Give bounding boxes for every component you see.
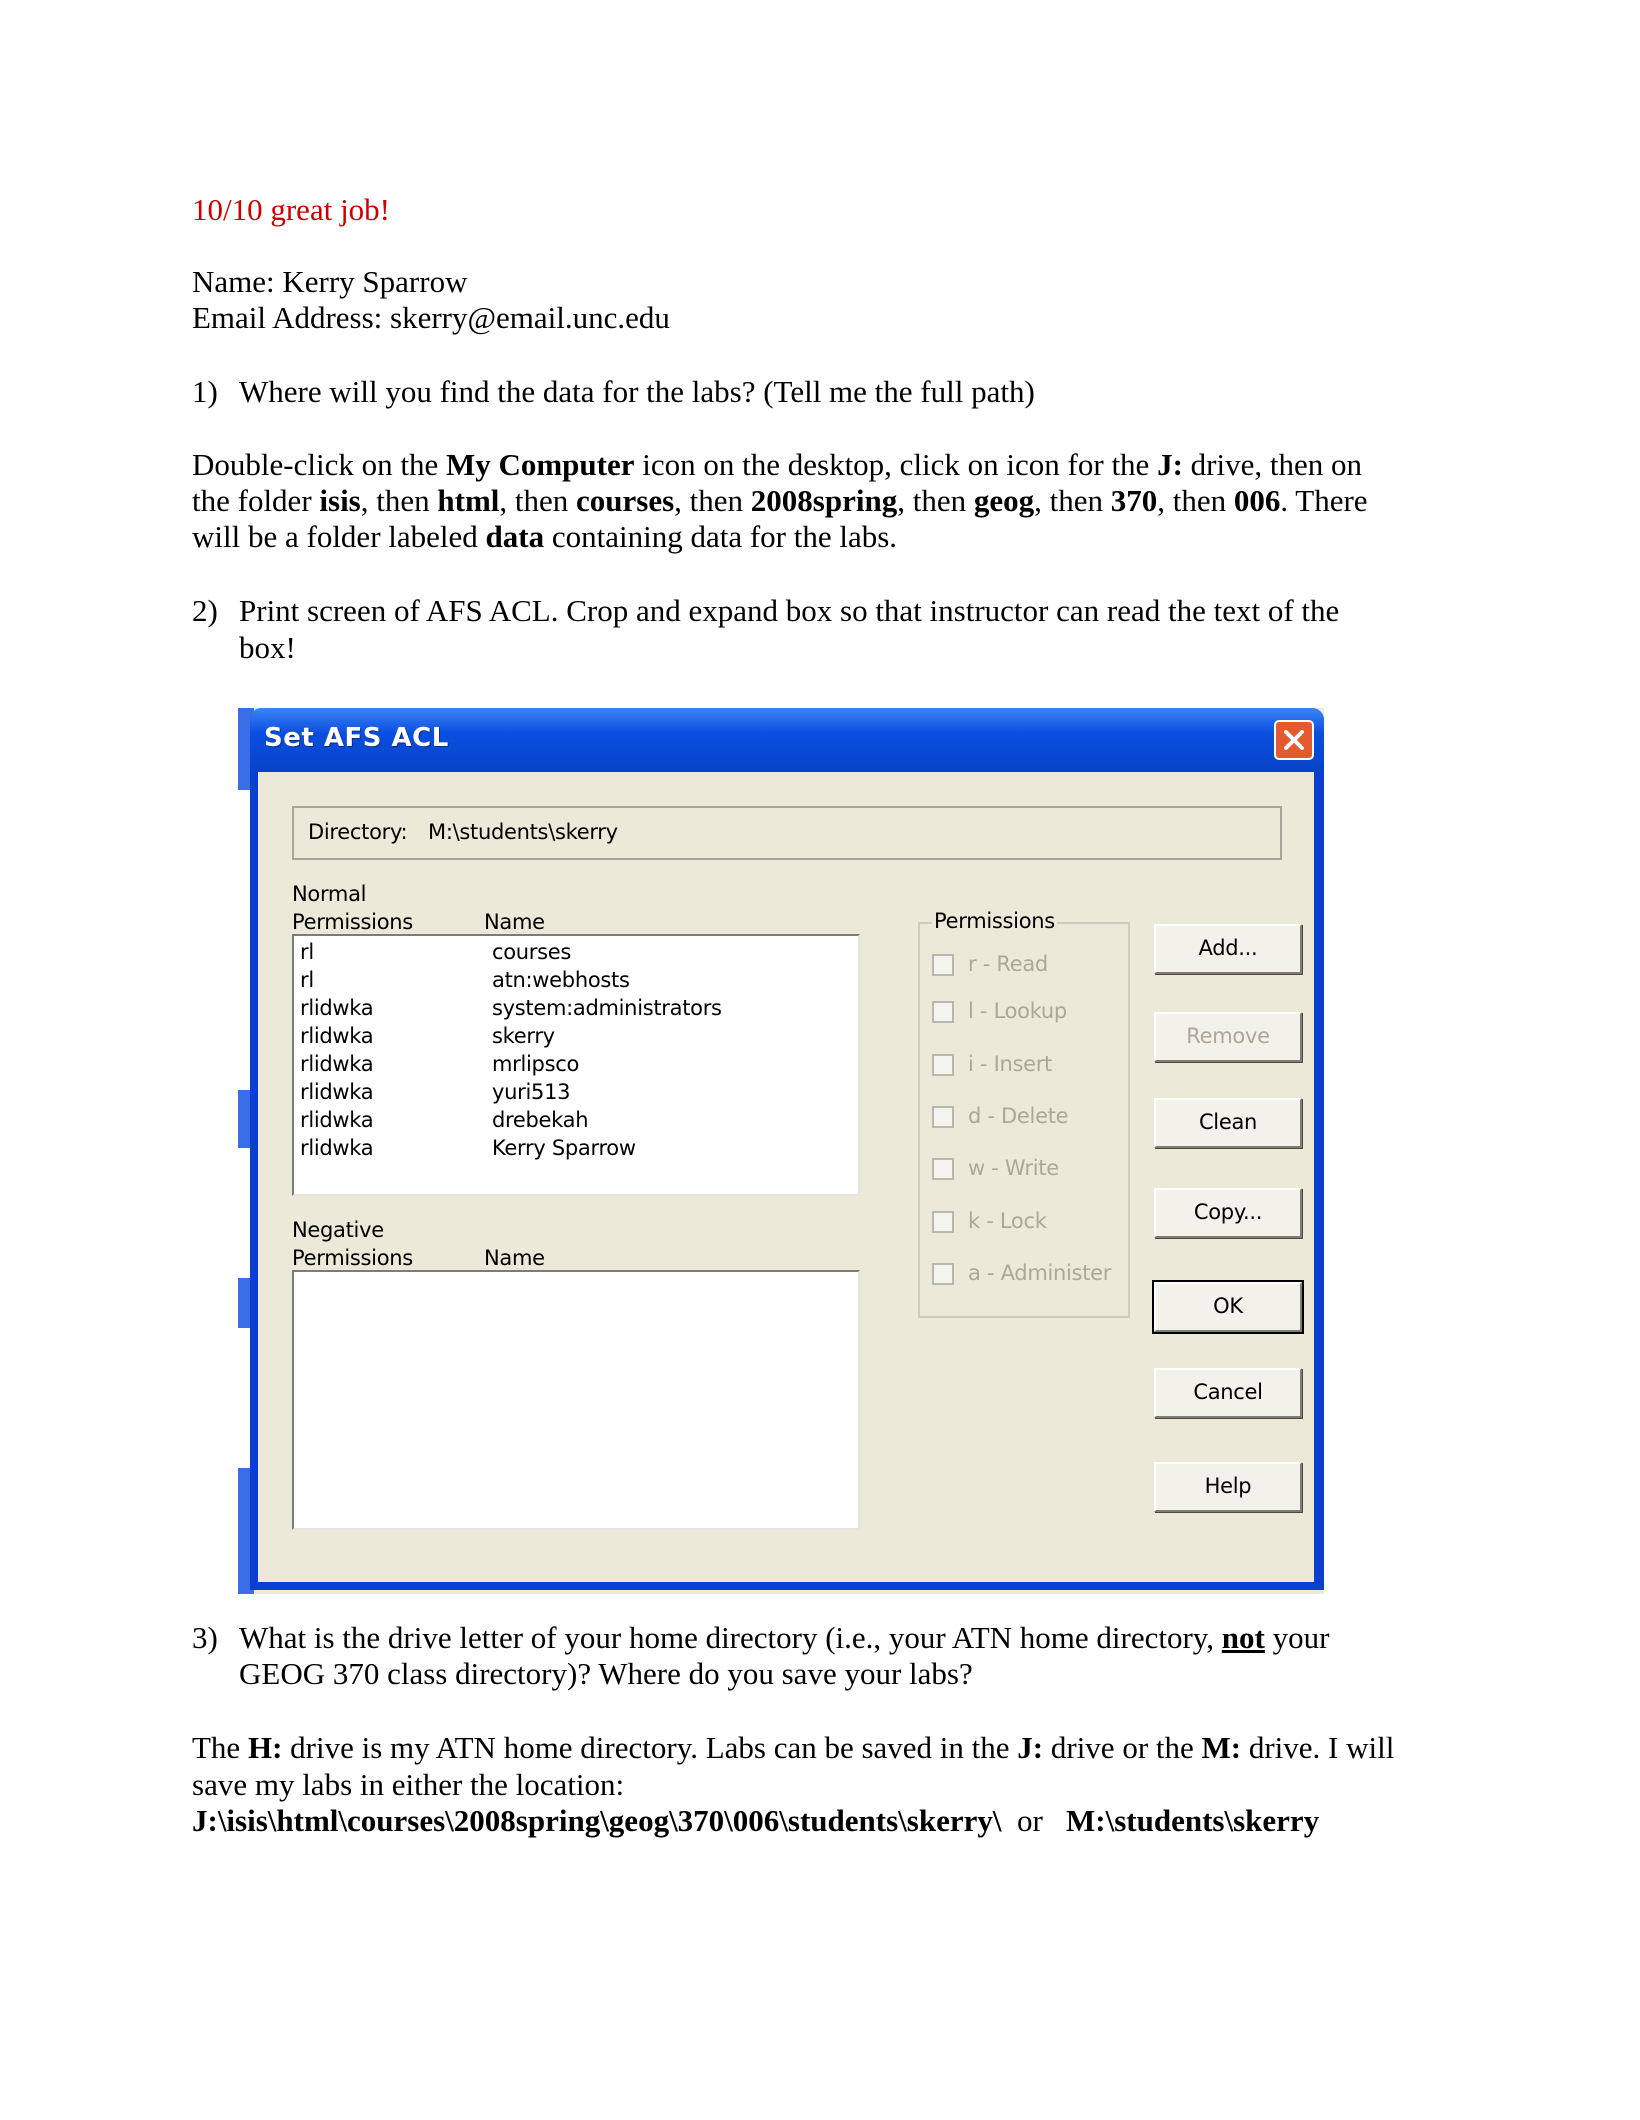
answer-3-line-1: The H: drive is my ATN home directory. Labs can be saved in the J: drive or the M: drive. I will (192, 1730, 1395, 1765)
permissions-group (918, 909, 1130, 1318)
directory-box (292, 806, 1282, 860)
question-3-line-2: GEOG 370 class directory)? Where do you save your labs? (239, 1656, 973, 1691)
cancel-button[interactable]: Cancel (1154, 1368, 1302, 1418)
normal-permissions-header: Permissions (292, 910, 413, 934)
clean-button[interactable]: Clean (1154, 1098, 1302, 1148)
question-2-line-2: box! (239, 630, 296, 665)
permissions-group-title: Permissions (934, 909, 1055, 933)
name-line: Name: Kerry Sparrow (192, 264, 468, 299)
administer-checkbox[interactable]: a - Administer (932, 1261, 1162, 1291)
path-j-drive: J:\isis\html\courses\2008spring\geog\370\006\students\skerry\ (192, 1803, 1002, 1838)
insert-checkbox[interactable]: i - Insert (932, 1052, 1162, 1082)
add-button[interactable]: Add... (1154, 924, 1302, 974)
grade-note: 10/10 great job! (192, 192, 391, 227)
answer-1-line-3: will be a folder labeled data containing data for the labs. (192, 519, 898, 554)
negative-permissions-list[interactable] (292, 1270, 860, 1530)
help-button[interactable]: Help (1154, 1462, 1302, 1512)
dialog-title: Set AFS ACL (264, 723, 449, 753)
path-or: or (1001, 1803, 1067, 1838)
ok-button[interactable]: OK (1154, 1282, 1302, 1332)
directory-label: Directory: (308, 820, 408, 844)
question-2-line-1: Print screen of AFS ACL. Crop and expand box so that instructor can read the text of the (239, 593, 1340, 628)
lookup-checkbox[interactable]: l - Lookup (932, 999, 1162, 1029)
lock-checkbox[interactable]: k - Lock (932, 1209, 1162, 1239)
question-1-number: 1) (192, 374, 218, 409)
normal-label: Normal (292, 882, 367, 906)
negative-label: Negative (292, 1218, 384, 1242)
copy-button[interactable]: Copy... (1154, 1188, 1302, 1238)
normal-name-header: Name (484, 910, 545, 934)
negative-name-header: Name (484, 1246, 545, 1270)
directory-value: M:\students\skerry (428, 820, 618, 844)
dialog-titlebar[interactable] (250, 708, 1324, 772)
close-button[interactable] (1274, 720, 1314, 760)
question-2-number: 2) (192, 593, 218, 628)
set-afs-acl-dialog (250, 708, 1324, 1590)
email-line: Email Address: skerry@email.unc.edu (192, 300, 670, 335)
dialog-client-area (258, 772, 1314, 1582)
close-icon (1283, 729, 1305, 751)
path-m-drive: M:\students\skerry (1066, 1803, 1320, 1838)
answer-3-paths (192, 1802, 1319, 1839)
question-1 (192, 373, 1035, 410)
question-3-line-1: What is the drive letter of your home directory (i.e., your ATN home directory, not your (239, 1620, 1330, 1655)
answer-1-line-1: Double-click on the My Computer icon on the desktop, click on icon for the J: drive, then on (192, 447, 1362, 482)
read-checkbox[interactable]: r - Read (932, 952, 1162, 982)
write-checkbox[interactable]: w - Write (932, 1156, 1162, 1186)
question-1-text: Where will you find the data for the labs? (Tell me the full path) (239, 374, 1035, 409)
answer-3-line-2: save my labs in either the location: (192, 1767, 625, 1802)
question-3-number: 3) (192, 1620, 218, 1655)
delete-checkbox[interactable]: d - Delete (932, 1104, 1162, 1134)
negative-permissions-header: Permissions (292, 1246, 413, 1270)
remove-button[interactable]: Remove (1154, 1012, 1302, 1062)
acl-screenshot (238, 708, 1324, 1594)
answer-1-line-2: the folder isis, then html, then courses, then 2008spring, then geog, then 370, then 006. There (192, 483, 1368, 518)
normal-permissions-list[interactable]: rl courses rl atn:webhosts rlidwka system:administrators rlidwka skerry rlidwka mrlipsco rlidwka yuri513 rlidwka drebekah rlidwka Kerry Sparrow (292, 934, 860, 1196)
